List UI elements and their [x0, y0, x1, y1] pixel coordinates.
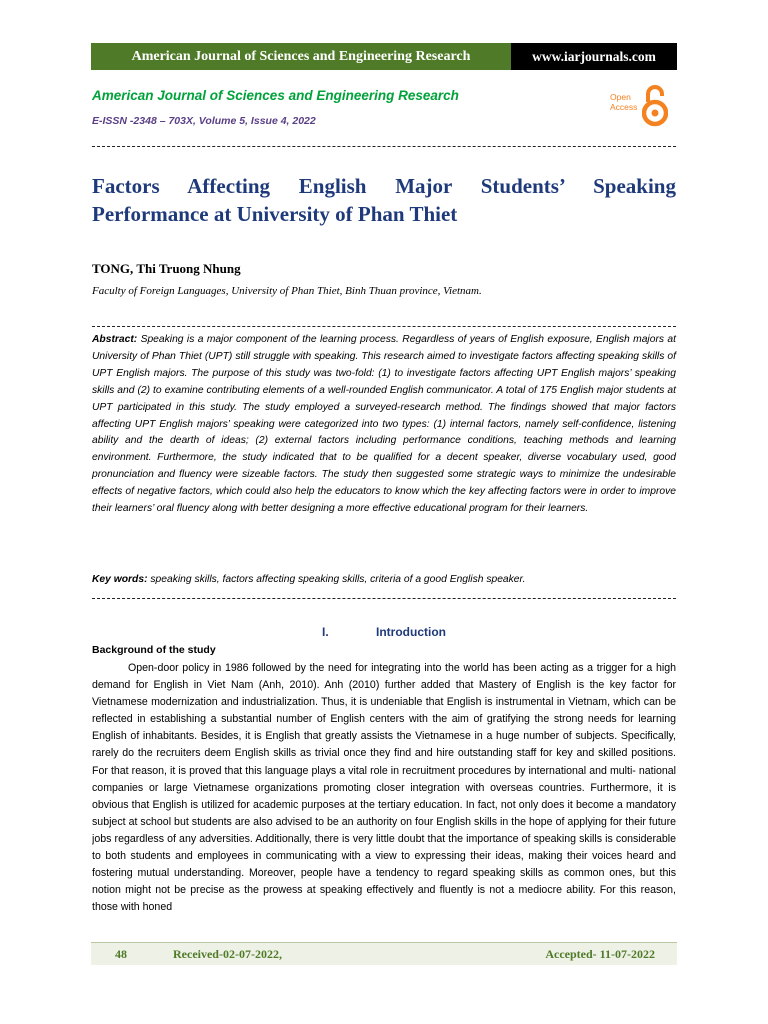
journal-title: American Journal of Sciences and Engineering Research: [92, 88, 459, 103]
divider-abstract-bottom: [92, 598, 676, 599]
subheading: Background of the study: [92, 644, 216, 656]
keywords: [92, 574, 676, 585]
abstract-text: Speaking is a major component of the learning process. Regardless of years of English exposure, English majors at University of Phan Thiet (UPT) still struggle with speaking. This research aimed to investigate factors affecting speaking skills of UPT English majors. The purpose of this study was two-fold: (1) to investigate factors affecting UPT English majors’ speaking skills and (2) to examine contributing elements of a well-rounded English communicator. A total of 175 English major students at UPT participated in this study. The study employed a surveyed-research method. The findings showed that major factors affecting UPT English majors’ speaking were categorized into two types: (1) internal factors, namely self-confidence, listening ability and the dearth of ideas; (2) external factors including performance conditions, teaching methods and learning environment. Furthermore, the study indicated that to be qualified for a decent speaker, diverse vocabulary used, good pronunciation and fluency were sizeable factors. The study then suggested some strategic ways to minimize the undesirable effects of negative factors, which could also help the educators to know which the key affecting factors were in order to improve their learners’ oral fluency along with better designing a more effective educational program for their learners.: [92, 334, 676, 515]
section-heading: [0, 625, 768, 639]
issn-line: E-ISSN -2348 – 703X, Volume 5, Issue 4, 2022: [92, 115, 316, 127]
keywords-text: speaking skills, factors affecting speaking skills, criteria of a good English speaker.: [147, 574, 526, 585]
divider-abstract-top: [92, 326, 676, 327]
open-access-lock-icon: [642, 84, 668, 128]
header-bar: [91, 43, 677, 70]
open-access-line1: Open: [610, 92, 631, 102]
divider-top: [92, 146, 676, 147]
article-title: Factors Affecting English Major Students’ Speaking Performance at University of Phan Thiet: [92, 174, 676, 226]
body-paragraph: Open-door policy in 1986 followed by the need for integrating into the world has been acting as a trigger for a high demand for English in Viet Nam (Anh, 2010). Anh (2010) further added that Mastery of English is the key factor for Vietnamese modernization and industrialization. Thus, it is undeniable that English is instrumental in Vietnam, which can be reflected in establishing a substantial number of English centers with the aim of gratifying the strong needs for learning English of inhabitants. Besides, it is English that greatly assists the Vietnamese in a huge number of subjects. Specifically, rarely do the recruiters deem English skills as trivial once they find and hire outstanding staff for key and skilled positions. For that reason, it is proved that this language plays a vital role in recruitment procedures by international and multi- national companies or large Vietnamese organizations promoting closer integration with overseas countries. Furthermore, it is obvious that English is utilized for academic purposes at the tertiary education. In fact, not only does it become a mandatory subject at school but students are also advised to be an authority on four English skills in the hope of applying for their future jobs regardless of any adversities. Additionally, there is very little doubt that the importance of speaking skills is considerable to both students and employees in communicating with a view to expressing their ideas, making their voices heard and fostering mutual understanding. Moreover, people have a tendency to regard speaking skills as common ones, but this notion might not be precise as the prowess at speaking effectively and fluently is not a mediocre ability. For this reason, those with honed: [92, 662, 676, 914]
open-access-line2: Access: [610, 102, 638, 112]
page-number: 48: [115, 946, 127, 961]
abstract: [92, 332, 676, 518]
section-title: Introduction: [376, 625, 446, 639]
open-access-logo: [610, 84, 670, 128]
footer-bar: [91, 942, 677, 965]
header-journal-name: American Journal of Sciences and Engineering Research: [91, 43, 511, 70]
section-number: I.: [322, 625, 329, 639]
accepted-date: Accepted- 11-07-2022: [545, 946, 655, 961]
abstract-label: Abstract:: [92, 334, 138, 345]
received-date: Received-02-07-2022,: [173, 946, 282, 961]
keywords-label: Key words:: [92, 574, 148, 585]
open-access-text: [610, 92, 637, 112]
header-website[interactable]: www.iarjournals.com: [511, 43, 677, 70]
author-affiliation: Faculty of Foreign Languages, University of Phan Thiet, Binh Thuan province, Vietnam.: [92, 285, 482, 297]
author-name: TONG, Thi Truong Nhung: [92, 261, 241, 276]
